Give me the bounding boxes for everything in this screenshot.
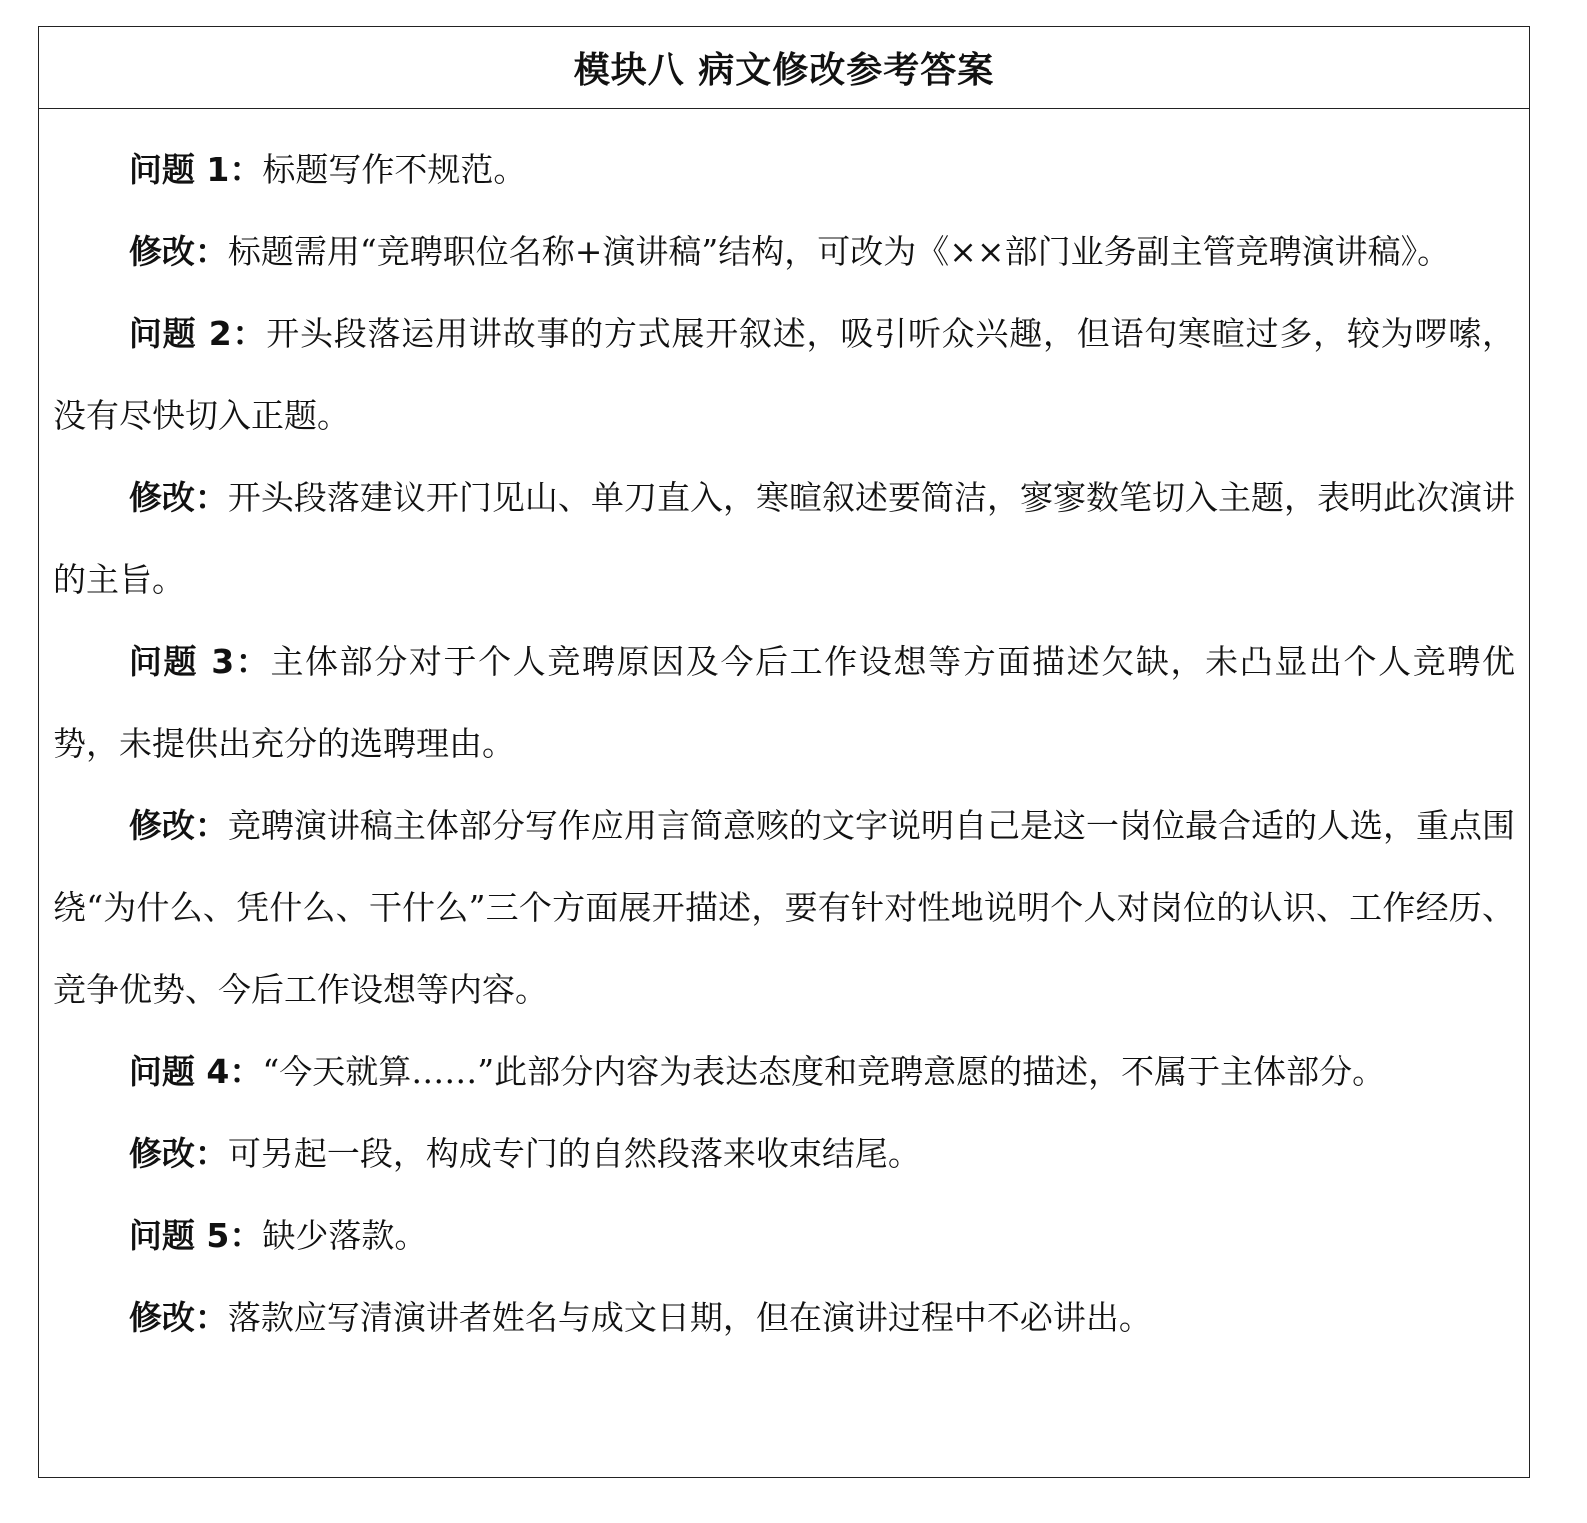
problem-2 xyxy=(53,293,1515,457)
revision-3-label: 修改： xyxy=(128,806,228,845)
revision-2-label: 修改： xyxy=(128,478,228,517)
revision-1 xyxy=(53,211,1515,293)
revision-4-label: 修改： xyxy=(128,1134,228,1173)
revision-2-text: 开头段落建议开门见山、单刀直入，寒暄叙述要简洁，寥寥数笔切入主题，表明此次演讲的主旨。 xyxy=(53,478,1516,599)
revision-5-label: 修改： xyxy=(128,1298,228,1337)
problem-3 xyxy=(53,621,1515,785)
revision-4 xyxy=(53,1113,1515,1195)
content-cell xyxy=(39,109,1529,1359)
revision-3-text: 竞聘演讲稿主体部分写作应用言简意赅的文字说明自己是这一岗位最合适的人选，重点围绕“为什么、凭什么、干什么”三个方面展开描述，要有针对性地说明个人对岗位的认识、工作经历、竞争优势、今后工作设想等内容。 xyxy=(53,806,1516,1009)
title-row xyxy=(39,27,1529,109)
answer-table xyxy=(38,26,1530,1478)
problem-4-text: “今天就算……”此部分内容为表达态度和竞聘意愿的描述，不属于主体部分。 xyxy=(262,1052,1386,1091)
problem-5-text: 缺少落款。 xyxy=(262,1216,428,1255)
problem-3-label: 问题 3： xyxy=(128,642,271,681)
problem-5-label: 问题 5： xyxy=(128,1216,263,1255)
problem-3-text: 主体部分对于个人竞聘原因及今后工作设想等方面描述欠缺，未凸显出个人竞聘优势，未提供出充分的选聘理由。 xyxy=(53,642,1516,763)
revision-1-label: 修改： xyxy=(128,232,228,271)
problem-1-text: 标题写作不规范。 xyxy=(262,150,527,189)
problem-2-label: 问题 2： xyxy=(128,314,267,353)
revision-5 xyxy=(53,1277,1515,1359)
problem-2-text: 开头段落运用讲故事的方式展开叙述，吸引听众兴趣，但语句寒暄过多，较为啰嗦，没有尽快切入正题。 xyxy=(53,314,1515,435)
problem-1 xyxy=(53,129,1515,211)
revision-4-text: 可另起一段，构成专门的自然段落来收束结尾。 xyxy=(227,1134,921,1173)
revision-5-text: 落款应写清演讲者姓名与成文日期，但在演讲过程中不必讲出。 xyxy=(227,1298,1152,1337)
problem-5 xyxy=(53,1195,1515,1277)
problem-4 xyxy=(53,1031,1515,1113)
revision-3 xyxy=(53,785,1515,1031)
page-title: 模块八 病文修改参考答案 xyxy=(573,50,995,91)
revision-2 xyxy=(53,457,1515,621)
problem-4-label: 问题 4： xyxy=(128,1052,263,1091)
problem-1-label: 问题 1： xyxy=(128,150,263,189)
revision-1-text: 标题需用“竞聘职位名称+演讲稿”结构，可改为《××部门业务副主管竞聘演讲稿》。 xyxy=(227,232,1451,271)
